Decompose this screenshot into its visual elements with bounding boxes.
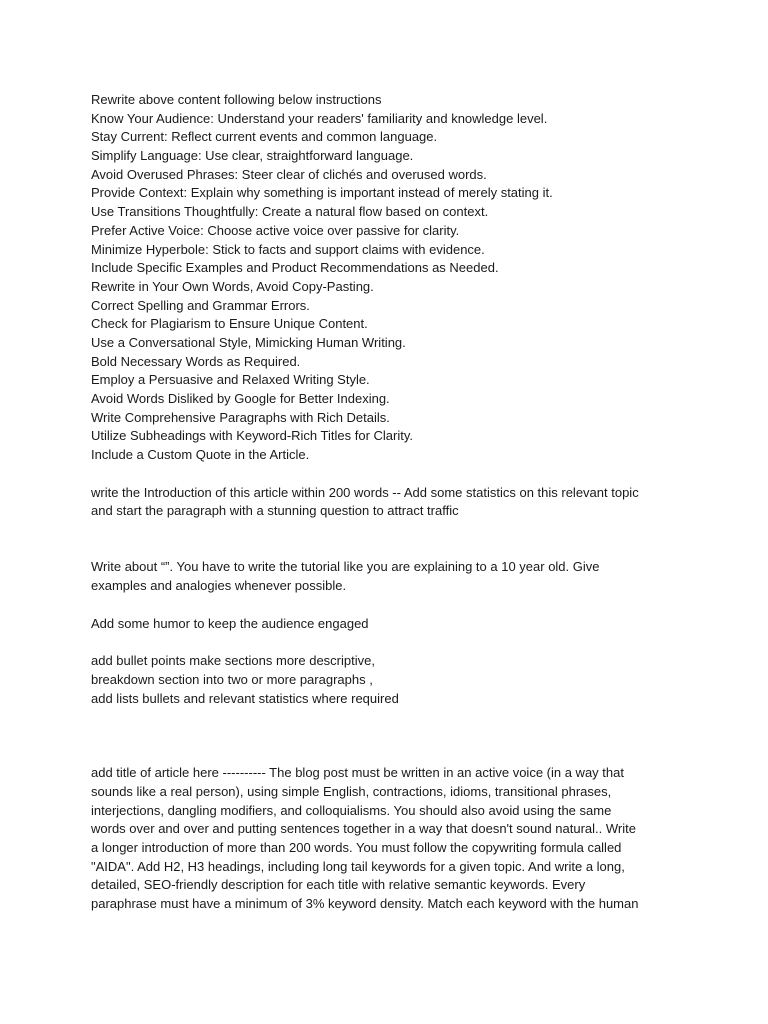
instruction-line: Minimize Hyperbole: Stick to facts and support claims with evidence. (91, 241, 485, 257)
instructions-block (91, 91, 691, 465)
paragraph-gap (91, 633, 691, 652)
instruction-line: Write Comprehensive Paragraphs with Rich Details. (91, 409, 390, 425)
instruction-line: Know Your Audience: Understand your readers' familiarity and knowledge level. (91, 110, 548, 126)
blog-post-paragraph (91, 764, 691, 914)
bullets-line: breakdown section into two or more paragraphs , (91, 671, 373, 687)
instruction-line: Check for Plagiarism to Ensure Unique Content. (91, 316, 368, 332)
paragraph-gap (91, 708, 691, 764)
instruction-line: Rewrite in Your Own Words, Avoid Copy-Pasting. (91, 278, 374, 294)
paragraph-gap (91, 465, 691, 484)
blog-post-line: interjections, dangling modifiers, and colloquialisms. You should also avoid using the same (91, 802, 612, 818)
introduction-line: and start the paragraph with a stunning question to attract traffic (91, 503, 459, 519)
tutorial-line: Write about “”. You have to write the tutorial like you are explaining to a 10 year old. Give (91, 559, 600, 575)
blog-post-line: "AIDA". Add H2, H3 headings, including long tail keywords for a given topic. And write a long, (91, 858, 625, 874)
instruction-line: Employ a Persuasive and Relaxed Writing Style. (91, 372, 370, 388)
paragraph-gap (91, 596, 691, 615)
instruction-line: Include a Custom Quote in the Article. (91, 447, 310, 463)
humor-line: Add some humor to keep the audience engaged (91, 615, 369, 631)
tutorial-paragraph (91, 558, 691, 595)
instruction-heading: Rewrite above content following below instructions (91, 92, 382, 107)
instruction-line: Use Transitions Thoughtfully: Create a natural flow based on context. (91, 204, 489, 220)
introduction-paragraph (91, 484, 691, 521)
instruction-line: Prefer Active Voice: Choose active voice over passive for clarity. (91, 222, 460, 238)
instruction-line: Bold Necessary Words as Required. (91, 353, 301, 369)
tutorial-line: examples and analogies whenever possible. (91, 577, 347, 593)
bullets-paragraph (91, 652, 691, 708)
document-body (91, 91, 691, 914)
blog-post-line: paraphrase must have a minimum of 3% keyword density. Match each keyword with the human (91, 896, 639, 912)
blog-post-line: sounds like a real person), using simple English, contractions, idioms, transitional phrases, (91, 783, 612, 799)
bullets-line: add bullet points make sections more descriptive, (91, 653, 375, 669)
introduction-line: write the Introduction of this article within 200 words -- Add some statistics on this relevant topic (91, 484, 639, 500)
instruction-line: Avoid Words Disliked by Google for Better Indexing. (91, 391, 390, 406)
humor-paragraph (91, 615, 691, 634)
instruction-line: Avoid Overused Phrases: Steer clear of clichés and overused words. (91, 166, 487, 182)
instruction-line: Use a Conversational Style, Mimicking Human Writing. (91, 334, 406, 350)
instruction-line: Provide Context: Explain why something is important instead of merely stating it. (91, 185, 553, 201)
blog-post-line: a longer introduction of more than 200 words. You must follow the copywriting formula called (91, 840, 622, 855)
blog-post-line: words over and over and putting sentences together in a way that doesn't sound natural.. Write (91, 821, 636, 837)
instruction-line: Include Specific Examples and Product Recommendations as Needed. (91, 260, 499, 276)
instruction-line: Stay Current: Reflect current events and common language. (91, 129, 438, 145)
paragraph-gap (91, 521, 691, 558)
blog-post-line: add title of article here ---------- The blog post must be written in an active voice (in a way that (91, 765, 624, 781)
bullets-line: add lists bullets and relevant statistics where required (91, 690, 399, 706)
instruction-line: Simplify Language: Use clear, straightforward language. (91, 148, 414, 164)
instruction-line: Utilize Subheadings with Keyword-Rich Titles for Clarity. (91, 428, 413, 444)
instruction-line: Correct Spelling and Grammar Errors. (91, 297, 310, 313)
blog-post-line: detailed, SEO-friendly description for each title with relative semantic keywords. Every (91, 877, 586, 893)
